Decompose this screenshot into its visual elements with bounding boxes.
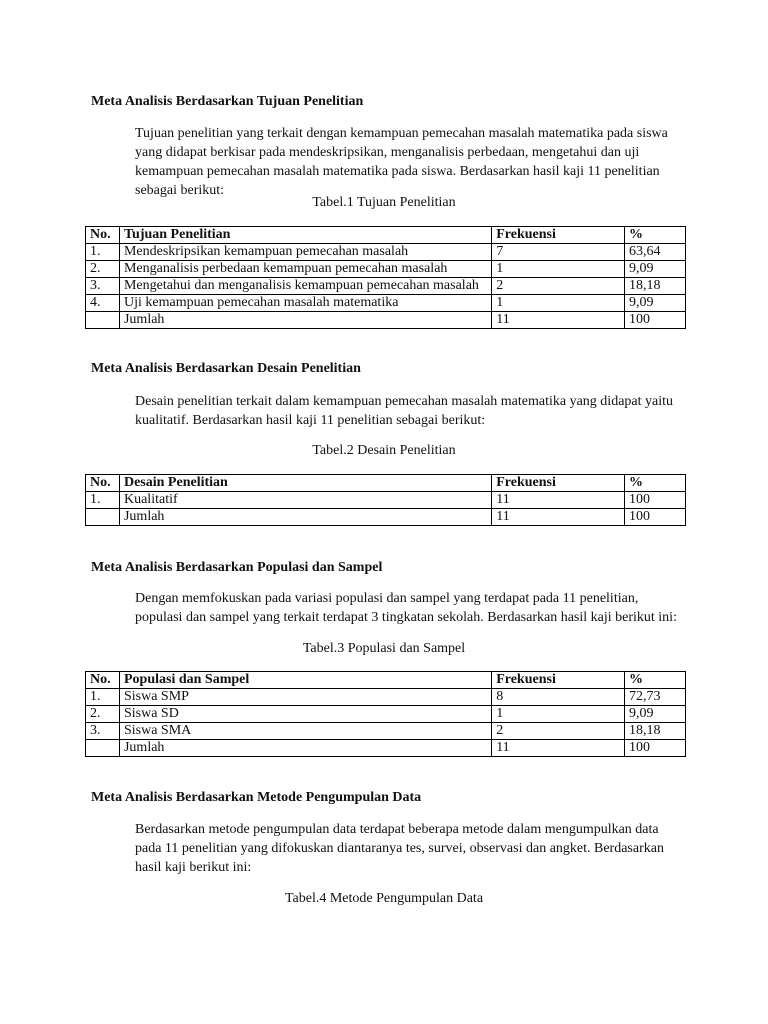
cell-desc: Jumlah — [119, 509, 491, 526]
cell-no: 1. — [86, 244, 120, 261]
header-percent: % — [625, 227, 686, 244]
cell-pct: 72,73 — [625, 689, 686, 706]
section-heading-desain: Meta Analisis Berdasarkan Desain Penelitian — [91, 361, 361, 376]
table-total-row — [86, 509, 686, 526]
cell-pct: 18,18 — [625, 278, 686, 295]
table-row — [86, 492, 686, 509]
cell-no: 2. — [86, 261, 120, 278]
cell-desc: Siswa SD — [119, 706, 491, 723]
cell-freq: 11 — [492, 312, 625, 329]
cell-freq: 1 — [492, 706, 625, 723]
header-percent: % — [625, 475, 686, 492]
table-header-row — [86, 475, 686, 492]
cell-desc: Jumlah — [119, 740, 491, 757]
cell-pct: 9,09 — [625, 261, 686, 278]
table-row — [86, 244, 686, 261]
section-heading-tujuan: Meta Analisis Berdasarkan Tujuan Penelitian — [91, 94, 364, 109]
header-no: No. — [86, 672, 120, 689]
header-desain: Desain Penelitian — [119, 475, 491, 492]
header-frekuensi: Frekuensi — [492, 672, 625, 689]
section-heading-metode: Meta Analisis Berdasarkan Metode Pengumpulan Data — [91, 790, 422, 805]
table-row — [86, 689, 686, 706]
cell-pct: 9,09 — [625, 295, 686, 312]
cell-no — [86, 509, 120, 526]
cell-freq: 1 — [492, 295, 625, 312]
cell-pct: 9,09 — [625, 706, 686, 723]
cell-no — [86, 312, 120, 329]
cell-freq: 11 — [492, 509, 625, 526]
cell-no: 3. — [86, 278, 120, 295]
table-caption-3: Tabel.3 Populasi dan Sampel — [302, 641, 466, 656]
cell-pct: 100 — [625, 312, 686, 329]
paragraph-text: Tujuan penelitian yang terkait dengan kemampuan pemecahan masalah matematika pada siswa yang didapat berkisar pada mendeskripsikan, menganalisis perbedaan, mengetahui dan uji kemampuan pemecahan masalah matematika pada siswa. Berdasarkan hasil kaji 11 penelitian sebagai berikut: — [135, 126, 668, 198]
table-tujuan-penelitian — [85, 226, 686, 329]
header-tujuan: Tujuan Penelitian — [119, 227, 491, 244]
section-heading-populasi: Meta Analisis Berdasarkan Populasi dan Sampel — [91, 560, 383, 575]
paragraph-text: Desain penelitian terkait dalam kemampuan pemecahan masalah matematika yang didapat yaitu kualitatif. Berdasarkan hasil kaji 11 penelitian sebagai berikut: — [135, 394, 674, 428]
table-caption-1: Tabel.1 Tujuan Penelitian — [312, 195, 456, 210]
section-paragraph-desain — [91, 392, 687, 430]
section-paragraph-populasi — [91, 589, 687, 627]
cell-no: 1. — [86, 689, 120, 706]
section-paragraph-metode — [91, 820, 687, 877]
cell-no: 3. — [86, 723, 120, 740]
header-frekuensi: Frekuensi — [492, 475, 625, 492]
table-row — [86, 723, 686, 740]
table-desain-penelitian — [85, 474, 686, 526]
cell-desc: Kualitatif — [119, 492, 491, 509]
cell-pct: 100 — [625, 492, 686, 509]
table-caption-4: Tabel.4 Metode Pengumpulan Data — [284, 891, 484, 906]
paragraph-text: Berdasarkan metode pengumpulan data terdapat beberapa metode dalam mengumpulkan data pada 11 penelitian yang difokuskan diantaranya tes, survei, observasi dan angket. Berdasarkan hasil kaji berikut ini: — [135, 822, 664, 875]
cell-pct: 100 — [625, 509, 686, 526]
table-populasi-sampel — [85, 671, 686, 757]
header-percent: % — [625, 672, 686, 689]
table-caption-2: Tabel.2 Desain Penelitian — [312, 443, 456, 458]
cell-desc: Jumlah — [119, 312, 491, 329]
header-no: No. — [86, 227, 120, 244]
cell-desc: Menganalisis perbedaan kemampuan pemecahan masalah — [119, 261, 491, 278]
cell-desc: Mengetahui dan menganalisis kemampuan pemecahan masalah — [119, 278, 491, 295]
cell-pct: 18,18 — [625, 723, 686, 740]
cell-freq: 7 — [492, 244, 625, 261]
cell-pct: 100 — [625, 740, 686, 757]
paragraph-text: Dengan memfokuskan pada variasi populasi dan sampel yang terdapat pada 11 penelitian, populasi dan sampel yang terkait terdapat 3 tingkatan sekolah. Berdasarkan hasil kaji berikut ini: — [135, 591, 677, 625]
cell-freq: 11 — [492, 740, 625, 757]
header-no: No. — [86, 475, 120, 492]
table-row — [86, 295, 686, 312]
table-header-row — [86, 672, 686, 689]
cell-no: 4. — [86, 295, 120, 312]
cell-freq: 8 — [492, 689, 625, 706]
cell-freq: 2 — [492, 723, 625, 740]
table-row — [86, 278, 686, 295]
cell-freq: 1 — [492, 261, 625, 278]
table-total-row — [86, 312, 686, 329]
cell-no: 2. — [86, 706, 120, 723]
cell-desc: Uji kemampuan pemecahan masalah matematika — [119, 295, 491, 312]
section-paragraph-tujuan — [91, 124, 687, 200]
header-populasi: Populasi dan Sampel — [119, 672, 491, 689]
cell-freq: 11 — [492, 492, 625, 509]
cell-freq: 2 — [492, 278, 625, 295]
table-row — [86, 261, 686, 278]
table-header-row — [86, 227, 686, 244]
cell-no — [86, 740, 120, 757]
table-row — [86, 706, 686, 723]
header-frekuensi: Frekuensi — [492, 227, 625, 244]
cell-desc: Siswa SMA — [119, 723, 491, 740]
table-total-row — [86, 740, 686, 757]
cell-desc: Mendeskripsikan kemampuan pemecahan masalah — [119, 244, 491, 261]
cell-pct: 63,64 — [625, 244, 686, 261]
cell-desc: Siswa SMP — [119, 689, 491, 706]
cell-no: 1. — [86, 492, 120, 509]
